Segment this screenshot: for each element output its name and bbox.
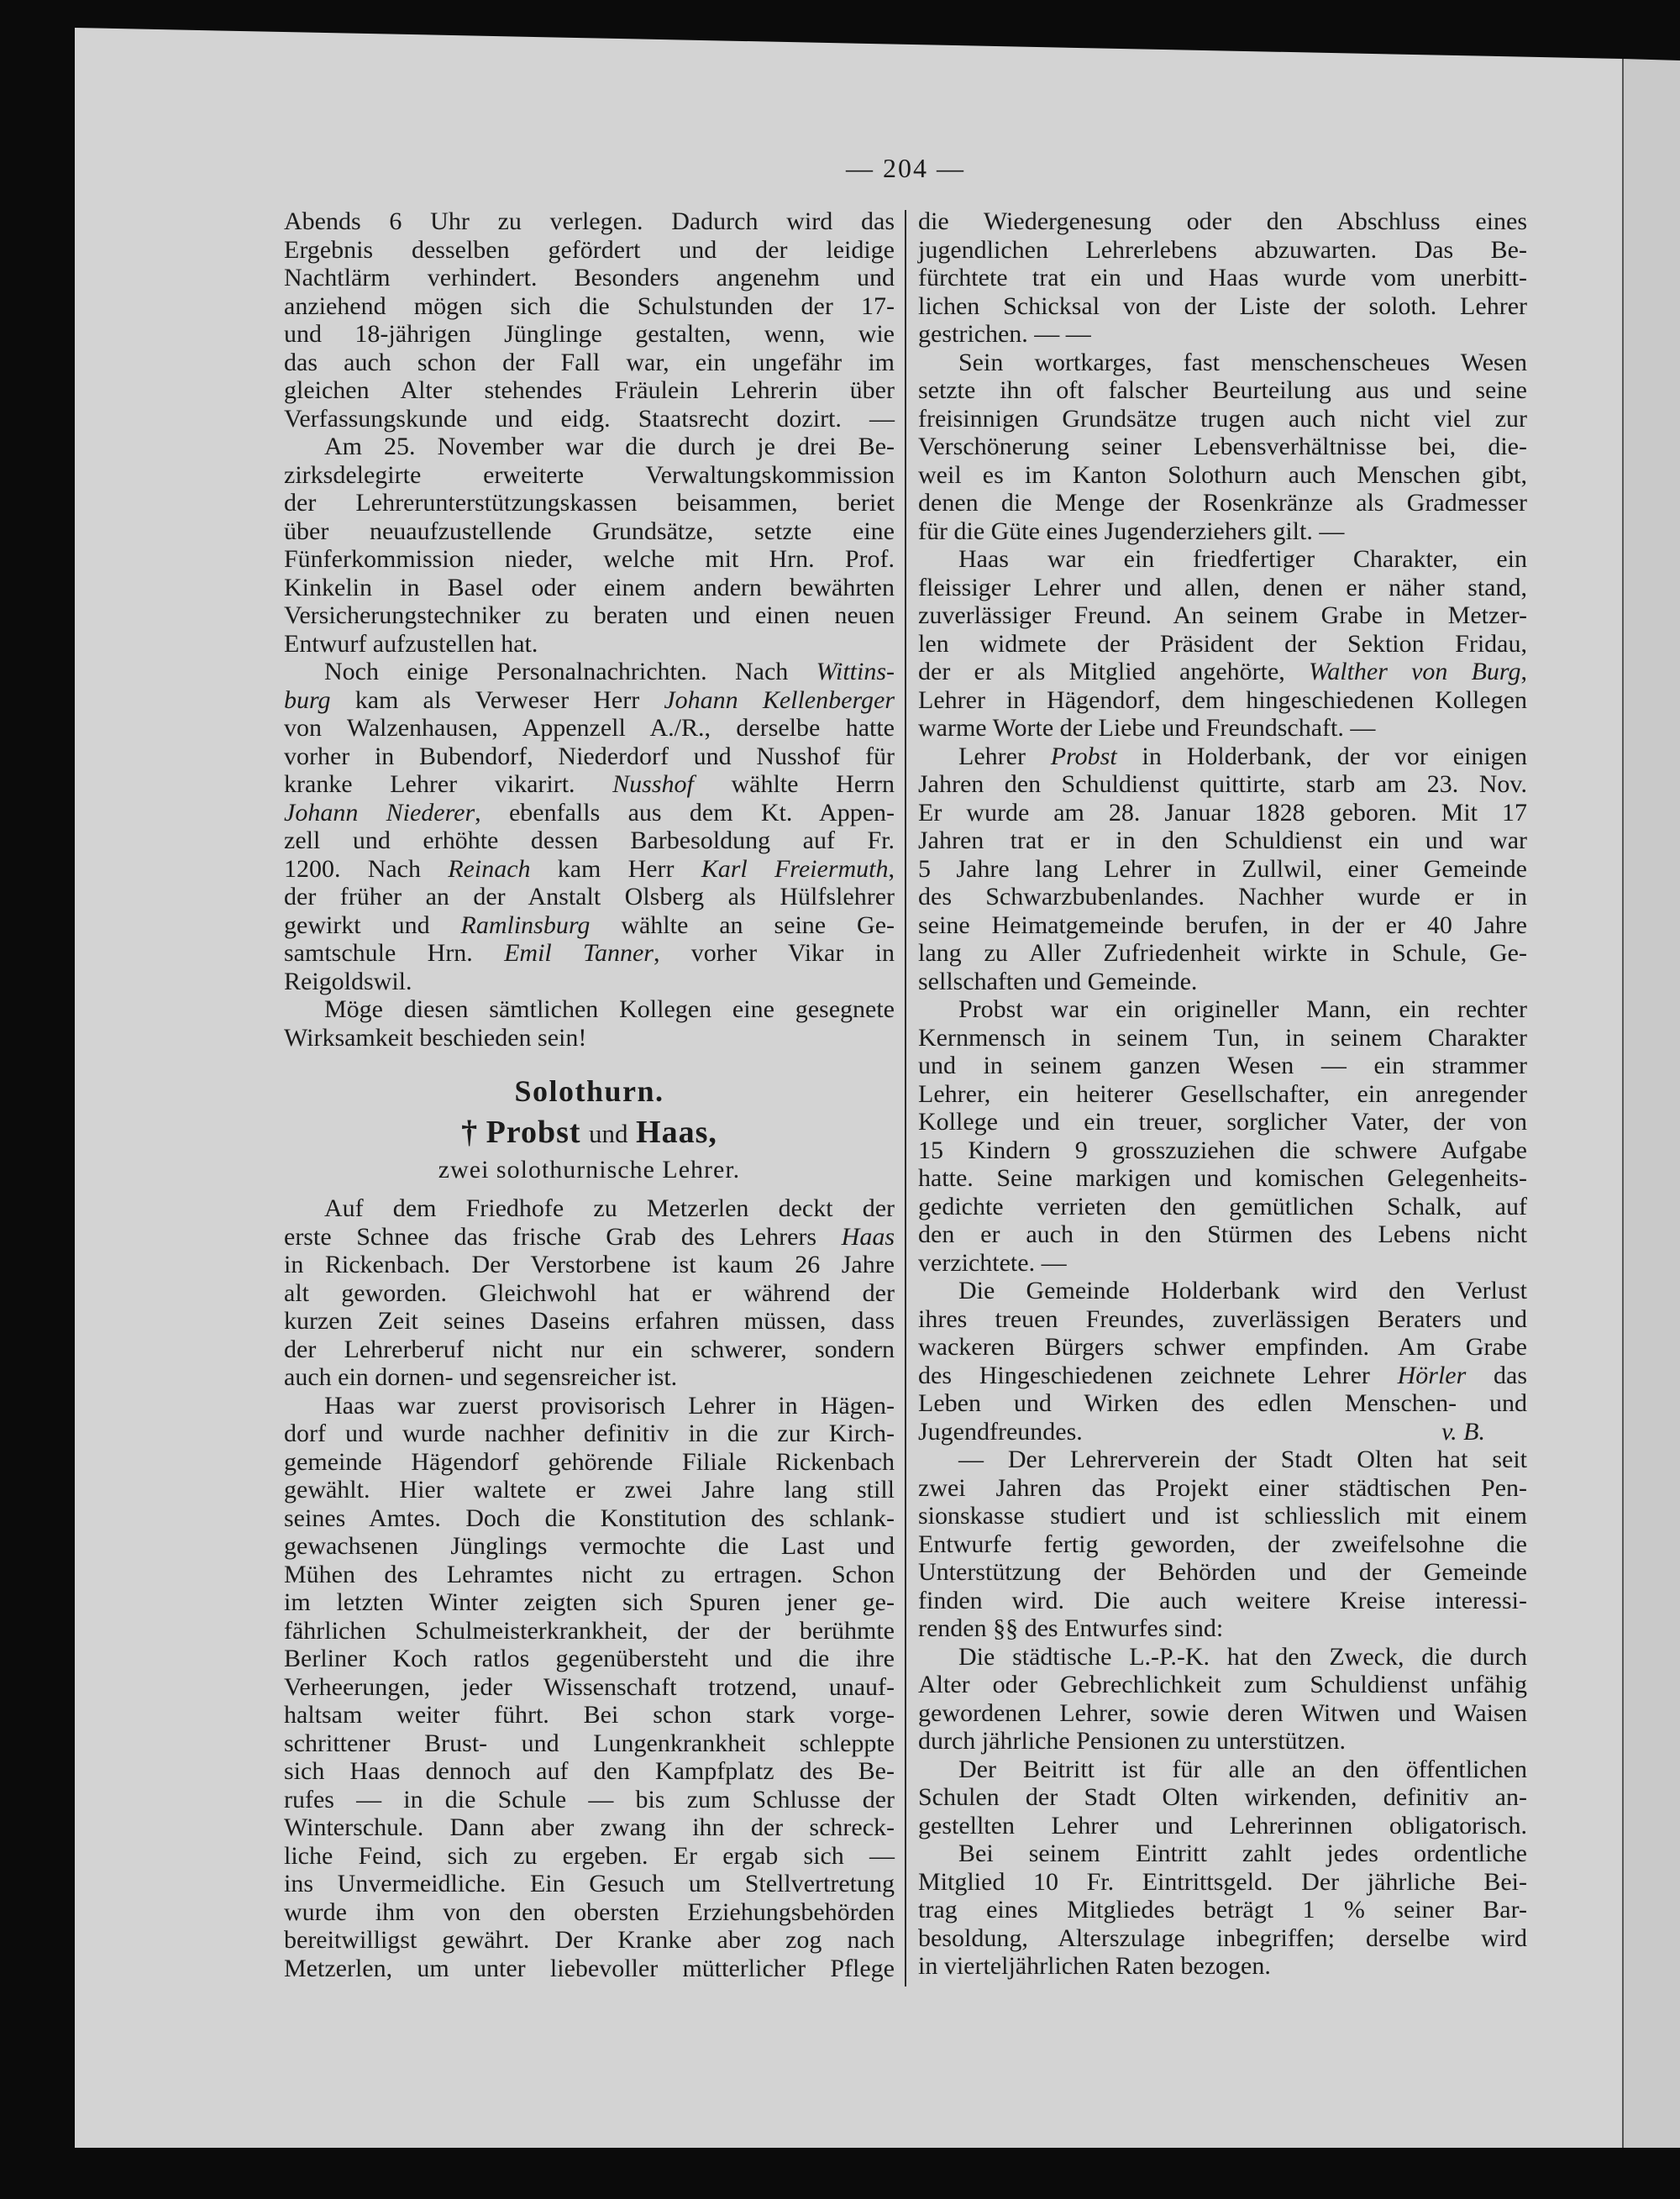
text-line [918, 939, 1527, 968]
text-run: Jugendfreundes. [918, 1417, 1083, 1446]
text-run: Reigoldswil. [284, 967, 412, 995]
text-line [284, 1561, 895, 1589]
text-line [918, 1530, 1527, 1559]
text-line [918, 574, 1527, 602]
text-run: Haas war ein friedfertiger Charakter, ein [958, 545, 1527, 573]
text-line [918, 1305, 1527, 1334]
right-column [918, 207, 1527, 1981]
text-run: wackeren Bürgers schwer empfinden. Am Grabe [918, 1333, 1527, 1361]
text-line [918, 1727, 1527, 1756]
text-line [284, 968, 895, 996]
text-run: 1200. Nach [284, 854, 449, 883]
text-run: Auf dem Friedhofe zu Metzerlen deckt der [324, 1194, 895, 1222]
text-run: Mitglied 10 Fr. Eintrittsgeld. Der jährliche Bei- [918, 1867, 1527, 1896]
italic-text: Ramlinsburg [460, 911, 591, 939]
text-line [918, 1868, 1527, 1897]
text-line [918, 320, 1527, 349]
text-run: erste Schnee das frische Grab des Lehrers [284, 1222, 842, 1251]
text-run: Nachtlärm verhindert. Besonders angenehm und [284, 264, 895, 291]
text-run: fleissiger Lehrer und allen, denen er näher stand, [918, 573, 1527, 601]
text-run: wählte an seine Ge- [590, 911, 895, 939]
text-line [284, 1729, 895, 1758]
next-page-edge [1623, 59, 1680, 2148]
text-line [918, 1756, 1527, 1784]
text-run: 15 Kindern 9 grosszuziehen die schwere Aufgabe [918, 1136, 1527, 1164]
text-line [284, 770, 895, 799]
text-line [918, 264, 1527, 292]
text-line [284, 855, 895, 884]
text-line [284, 207, 895, 236]
text-run: gestellten Lehrer und Lehrerinnen obligatorisch. [918, 1811, 1527, 1839]
text-line [284, 349, 895, 377]
text-line [918, 1896, 1527, 1924]
text-line [918, 1502, 1527, 1530]
text-line [284, 939, 895, 968]
text-run: der früher an der Anstalt Olsberg als Hülfslehrer [284, 883, 895, 911]
text-line [284, 1701, 895, 1729]
text-line [918, 517, 1527, 546]
text-run: ihres treuen Freundes, zuverlässigen Beraters und [918, 1304, 1527, 1333]
page-number: — 204 — [846, 153, 965, 183]
text-line [918, 545, 1527, 574]
text-line [918, 1220, 1527, 1249]
text-run: die Wiedergenesung oder den Abschluss eines [918, 207, 1527, 235]
text-line [284, 1363, 895, 1392]
text-run: Kernmensch in seinem Tun, in seinem Charakter [918, 1023, 1527, 1052]
text-run: alt geworden. Gleichwohl hat er während der [284, 1278, 895, 1307]
text-run: Entwurfe fertig geworden, der zweifelsohne die [918, 1530, 1527, 1558]
text-line [918, 1136, 1527, 1165]
text-run: lang zu Aller Zufriedenheit wirkte in Schule, Ge- [918, 939, 1527, 967]
text-line [918, 1474, 1527, 1503]
signature: v. B. [1441, 1417, 1485, 1446]
text-line [918, 1558, 1527, 1587]
left-column-top [284, 207, 895, 1052]
text-run: — Der Lehrerverein der Stadt Olten hat seit [958, 1446, 1527, 1473]
italic-text: Emil Tanner [504, 939, 654, 967]
text-run: denen die Menge der Rosenkränze als Gradmesser [918, 489, 1527, 517]
text-line [918, 995, 1527, 1024]
text-line [918, 1587, 1527, 1615]
text-line [284, 1476, 895, 1504]
text-line [918, 1108, 1527, 1136]
text-line [918, 1080, 1527, 1109]
text-run: rufes — in die Schule — bis zum Schlusse der [284, 1785, 895, 1813]
title-name-haas: Haas, [636, 1115, 717, 1150]
text-line [918, 770, 1527, 799]
text-line [284, 1448, 895, 1477]
text-run: zirksdelegirte erweiterte Verwaltungskommission [284, 460, 895, 489]
text-run: Fünferkommission nieder, welche mit Hrn. Prof. [284, 545, 895, 573]
text-line [284, 1786, 895, 1814]
text-line [284, 1955, 895, 1983]
text-line [284, 1617, 895, 1645]
dagger-symbol: † [461, 1115, 479, 1150]
text-line [284, 545, 895, 574]
text-line [284, 574, 895, 602]
text-run: Möge diesen sämtlichen Kollegen eine gesegnete [324, 995, 895, 1023]
italic-text: Nusshof [612, 770, 694, 798]
text-line [284, 517, 895, 546]
italic-text: Haas [841, 1222, 895, 1251]
text-run: haltsam weiter führt. Bei schon stark vorge- [284, 1701, 895, 1729]
text-line [918, 799, 1527, 827]
title-conjunction: und [589, 1119, 628, 1148]
text-line [284, 1504, 895, 1533]
text-run: Wirksamkeit beschieden sein! [284, 1023, 587, 1052]
text-line [918, 1446, 1527, 1474]
text-line [284, 1307, 895, 1336]
text-run: kurzen Zeit seines Daseins erfahren müssen, dass [284, 1307, 895, 1335]
text-line [284, 433, 895, 461]
italic-text: Karl Freiermuth [701, 854, 889, 883]
text-run: das auch schon der Fall war, ein ungefähr im [284, 348, 895, 376]
text-run: in Rickenbach. Der Verstorbene ist kaum 26 Jahre [284, 1251, 895, 1278]
text-line [918, 1614, 1527, 1643]
text-run: Verschönerung seiner Lebensverhältnisse bei, die- [918, 433, 1527, 460]
text-run: zell und erhöhte dessen Barbesoldung auf Fr. [284, 827, 895, 854]
text-run: wurde ihm von den obersten Erziehungsbehörden [284, 1897, 895, 1926]
text-run: Verfassungskunde und eidg. Staatsrecht dozirt. — [284, 404, 895, 433]
text-run: das [1466, 1361, 1527, 1389]
text-run: Entwurf aufzustellen hat. [284, 629, 538, 658]
text-run: zwei Jahren das Projekt einer städtischen Pen- [918, 1473, 1527, 1502]
text-run: freisinnigen Grundsätze trugen auch nicht viel zur [918, 404, 1527, 433]
text-run: Probst war ein origineller Mann, ein rechter [958, 995, 1527, 1023]
text-line [918, 911, 1527, 940]
text-line [918, 1643, 1527, 1672]
text-run: , ebenfalls aus dem Kt. Appen- [475, 798, 895, 827]
italic-text: Probst [1050, 742, 1117, 770]
italic-text: Hörler [1397, 1361, 1467, 1389]
text-run: Ergebnis desselben gefördert und der leidige [284, 235, 895, 264]
text-run: , [888, 854, 895, 883]
text-line [918, 489, 1527, 517]
text-run: seines Amtes. Doch die Konstitution des schlank- [284, 1504, 895, 1532]
text-line [918, 405, 1527, 433]
text-run: Er wurde am 28. Januar 1828 geboren. Mit 17 [918, 798, 1527, 827]
text-line [284, 1392, 895, 1420]
text-run: Die Gemeinde Holderbank wird den Verlust [958, 1277, 1527, 1304]
italic-text: Johann Niederer [284, 798, 475, 827]
text-run: verzichtete. — [918, 1248, 1067, 1277]
text-run: warme Worte der Liebe und Freundschaft. — [918, 714, 1376, 742]
text-line [284, 1645, 895, 1673]
text-line [918, 1952, 1527, 1981]
text-line [918, 1277, 1527, 1305]
text-run: gemeinde Hägendorf gehörende Filiale Rickenbach [284, 1447, 895, 1476]
text-run: von Walzenhausen, Appenzell A./R., derselbe hatte [284, 714, 895, 742]
text-run: des Schwarzbubenlandes. Nachher wurde er in [918, 883, 1527, 911]
text-line [284, 883, 895, 911]
text-line [918, 1389, 1527, 1418]
text-run: hatte. Seine markigen und komischen Gelegenheits- [918, 1164, 1527, 1192]
text-run: Der Beitritt ist für alle an den öffentlichen [958, 1755, 1527, 1783]
text-line [918, 1924, 1527, 1953]
text-line [918, 1249, 1527, 1278]
text-run: der Lehrerberuf nicht nur ein schwerer, sondern [284, 1335, 895, 1363]
text-line [918, 349, 1527, 377]
text-line [284, 1251, 895, 1279]
text-run: weil es im Kanton Solothurn auch Menschen gibt, [918, 460, 1527, 489]
italic-text: Reinach [448, 854, 531, 883]
text-line [284, 1757, 895, 1786]
text-line [918, 883, 1527, 911]
section-heading: Solothurn. [514, 1074, 664, 1108]
text-line [284, 1532, 895, 1561]
text-run: , vorher Vikar in [653, 939, 895, 967]
italic-text: Johann Kellenberger [664, 685, 895, 714]
text-line [284, 911, 895, 940]
text-line [918, 968, 1527, 996]
text-run: Die städtische L.-P.-K. hat den Zweck, die durch [958, 1642, 1527, 1671]
text-line [918, 292, 1527, 321]
text-run: liche Feind, sich zu ergeben. Er ergab sich — [284, 1841, 895, 1870]
text-run: dorf und wurde nachher definitiv in die zur Kirch- [284, 1420, 895, 1447]
text-run: Bei seinem Eintritt zahlt jedes ordentliche [958, 1839, 1527, 1867]
text-line [284, 1420, 895, 1448]
text-run: Sein wortkarges, fast menschenscheues Wesen [958, 348, 1527, 376]
text-run: und 18-jährigen Jünglinge gestalten, wenn, wie [284, 320, 895, 348]
text-line [284, 1870, 895, 1898]
text-line [284, 1898, 895, 1927]
text-line [918, 658, 1527, 686]
text-line [284, 292, 895, 321]
text-run: Kollege und ein treuer, sorglicher Vater, der von [918, 1108, 1527, 1136]
text-line [918, 236, 1527, 265]
text-line [284, 799, 895, 827]
text-line [918, 827, 1527, 855]
text-run: kam als Verweser Herr [330, 685, 664, 714]
text-line [284, 630, 895, 659]
text-run: sellschaften und Gemeinde. [918, 967, 1198, 995]
text-run: sich Haas dennoch auf den Kampfplatz des Be- [284, 1757, 895, 1785]
left-column-bottom [284, 1194, 895, 1982]
text-line [918, 855, 1527, 884]
text-run: Leben und Wirken des edlen Menschen- und [918, 1389, 1527, 1417]
text-line [284, 827, 895, 855]
italic-text: Walther von Burg [1309, 658, 1521, 685]
text-line [918, 1362, 1527, 1390]
text-line [918, 433, 1527, 461]
text-run: setzte ihn oft falscher Beurteilung aus und seine [918, 376, 1527, 404]
text-line [918, 714, 1527, 743]
text-run: fürchtete trat ein und Haas wurde vom unerbitt- [918, 264, 1527, 291]
text-line [284, 1926, 895, 1955]
text-line [284, 461, 895, 490]
text-line [918, 601, 1527, 630]
text-run: Kinkelin in Basel oder einem andern bewährten [284, 573, 895, 601]
italic-text: Wittins- [816, 658, 895, 685]
text-run: gewachsenen Jünglings vermochte die Last und [284, 1532, 895, 1560]
text-run: gewirkt und [284, 911, 461, 939]
text-line [284, 601, 895, 630]
text-run: vorher in Bubendorf, Niederdorf und Nusshof für [284, 742, 895, 770]
text-line [918, 1164, 1527, 1193]
text-line [284, 405, 895, 433]
text-run: den er auch in den Stürmen des Lebens nicht [918, 1220, 1527, 1248]
text-run: len widmete der Präsident der Sektion Fridau, [918, 629, 1527, 658]
text-line [284, 1673, 895, 1702]
text-line [918, 1783, 1527, 1812]
text-line [284, 236, 895, 265]
text-run: Schulen der Stadt Olten wirkenden, definitiv an- [918, 1783, 1527, 1811]
text-run: Metzerlen, um unter liebevoller mütterlicher Pflege [284, 1954, 895, 1982]
text-line [918, 461, 1527, 490]
text-line [918, 1671, 1527, 1699]
text-line [918, 1333, 1527, 1362]
text-run: finden wird. Die auch weitere Kreise interessi- [918, 1586, 1527, 1614]
text-run: kranke Lehrer vikarirt. [284, 770, 613, 798]
text-line [284, 1842, 895, 1871]
text-run: gewordenen Lehrer, sowie deren Witwen und Waisen [918, 1698, 1527, 1727]
text-line [284, 1279, 895, 1308]
text-line [284, 1336, 895, 1364]
article-title [284, 1114, 895, 1151]
text-run: 5 Jahre lang Lehrer in Zullwil, einer Gemeinde [918, 854, 1527, 883]
text-run: Lehrer in Hägendorf, dem hingeschiedenen Kollegen [918, 685, 1527, 714]
text-run: in vierteljährlichen Raten bezogen. [918, 1952, 1271, 1980]
text-run: Mühen des Lehramtes nicht zu ertragen. Schon [284, 1560, 895, 1588]
text-run: gestrichen. — — [918, 320, 1091, 348]
text-run: besoldung, Alterszulage inbegriffen; derselbe wird [918, 1923, 1527, 1952]
text-run: Jahren trat er in den Schuldienst ein und war [918, 827, 1527, 854]
text-run: des Hingeschiedenen zeichnete Lehrer [918, 1361, 1398, 1389]
text-line [918, 686, 1527, 715]
text-line [284, 1223, 895, 1252]
text-run: anziehend mögen sich die Schulstunden der 17- [284, 291, 895, 320]
text-line [284, 1813, 895, 1842]
text-run: im letzten Winter zeigten sich Spuren jener ge- [284, 1588, 895, 1616]
text-run: Winterschule. Dann aber zwang ihn der schreck- [284, 1813, 895, 1841]
text-line [918, 743, 1527, 771]
text-run: über neuaufzustellende Grundsätze, setzte eine [284, 517, 895, 545]
text-run: auch ein dornen- und segensreicher ist. [284, 1363, 678, 1391]
text-line [918, 1052, 1527, 1080]
text-line [284, 714, 895, 743]
text-run: zuverlässiger Freund. An seinem Grabe in Metzer- [918, 601, 1527, 629]
text-run: gewählt. Hier waltete er zwei Jahre lang still [284, 1476, 895, 1504]
text-run: Jahren den Schuldienst quittirte, starb am 23. Nov. [918, 770, 1527, 798]
text-line [918, 1812, 1527, 1840]
text-line [284, 1194, 895, 1223]
text-run: für die Güte eines Jugenderziehers gilt. — [918, 517, 1345, 545]
text-run: kam Herr [530, 854, 701, 883]
text-run: ins Unvermeidliche. Ein Gesuch um Stellvertretung [284, 1870, 895, 1897]
text-line [918, 207, 1527, 236]
text-run: , [1520, 658, 1527, 685]
text-line [284, 1024, 895, 1052]
text-run: schrittener Brust- und Lungenkrankheit schleppte [284, 1729, 895, 1757]
text-run: wählte Herrn [693, 770, 895, 798]
text-line [918, 1193, 1527, 1221]
text-run: Lehrer [958, 742, 1051, 770]
text-line [284, 264, 895, 292]
text-run: gleichen Alter stehendes Fräulein Lehrerin über [284, 376, 895, 404]
text-run: Am 25. November war die durch je drei Be- [324, 433, 895, 460]
article-subtitle: zwei solothurnische Lehrer. [438, 1156, 741, 1183]
text-run: der er als Mitglied angehörte, [918, 658, 1309, 685]
text-run: seine Heimatgemeinde berufen, in der er 40 Jahre [918, 911, 1527, 939]
text-run: gedichte verrieten den gemütlichen Schalk, auf [918, 1192, 1527, 1220]
text-line [284, 658, 895, 686]
text-run: fährlichen Schulmeisterkrankheit, der der berühmte [284, 1616, 895, 1645]
text-run: durch jährliche Pensionen zu unterstützen. [918, 1727, 1347, 1755]
text-run: lichen Schicksal von der Liste der soloth. Lehrer [918, 291, 1527, 320]
text-line [284, 995, 895, 1024]
text-line [918, 376, 1527, 405]
text-line [284, 489, 895, 517]
text-line [918, 1418, 1527, 1446]
text-run: Berliner Koch ratlos gegenübersteht und die ihre [284, 1645, 895, 1672]
text-run: renden §§ des Entwurfes sind: [918, 1614, 1224, 1642]
text-line [284, 376, 895, 405]
text-run: Verheerungen, jeder Wissenschaft trotzend, unauf- [284, 1672, 895, 1701]
column-divider [905, 210, 906, 1986]
text-line [284, 686, 895, 715]
italic-text: burg [284, 685, 331, 714]
text-run: jugendlichen Lehrerlebens abzuwarten. Das Be- [918, 235, 1527, 264]
text-run: Unterstützung der Behörden und der Gemeinde [918, 1558, 1527, 1586]
title-name-probst: Probst [486, 1115, 581, 1150]
text-run: bereitwilligst gewährt. Der Kranke aber zog nach [284, 1926, 895, 1954]
text-run: Abends 6 Uhr zu verlegen. Dadurch wird das [284, 207, 895, 235]
text-run: Lehrer, ein heiterer Gesellschafter, ein anregender [918, 1079, 1527, 1108]
text-line [918, 1024, 1527, 1052]
text-run: samtschule Hrn. [284, 939, 505, 967]
text-line [918, 630, 1527, 659]
text-run: und in seinem ganzen Wesen — ein strammer [918, 1052, 1527, 1079]
text-run: Noch einige Personalnachrichten. Nach [324, 658, 816, 685]
text-line [284, 1588, 895, 1617]
text-line [918, 1839, 1527, 1868]
text-run: der Lehrerunterstützungskassen beisammen, beriet [284, 489, 895, 517]
text-run: Versicherungstechniker zu beraten und einen neuen [284, 601, 895, 629]
text-run: Alter oder Gebrechlichkeit zum Schuldienst unfähig [918, 1671, 1527, 1698]
text-run: trag eines Mitgliedes beträgt 1 % seiner Bar- [918, 1896, 1527, 1923]
text-run: in Holderbank, der vor einigen [1116, 742, 1528, 770]
text-run: Haas war zuerst provisorisch Lehrer in Hägen- [324, 1391, 895, 1420]
text-run: sionskasse studiert und ist schliesslich mit einem [918, 1502, 1527, 1530]
text-line [284, 320, 895, 349]
text-line [284, 743, 895, 771]
text-line [918, 1699, 1527, 1728]
